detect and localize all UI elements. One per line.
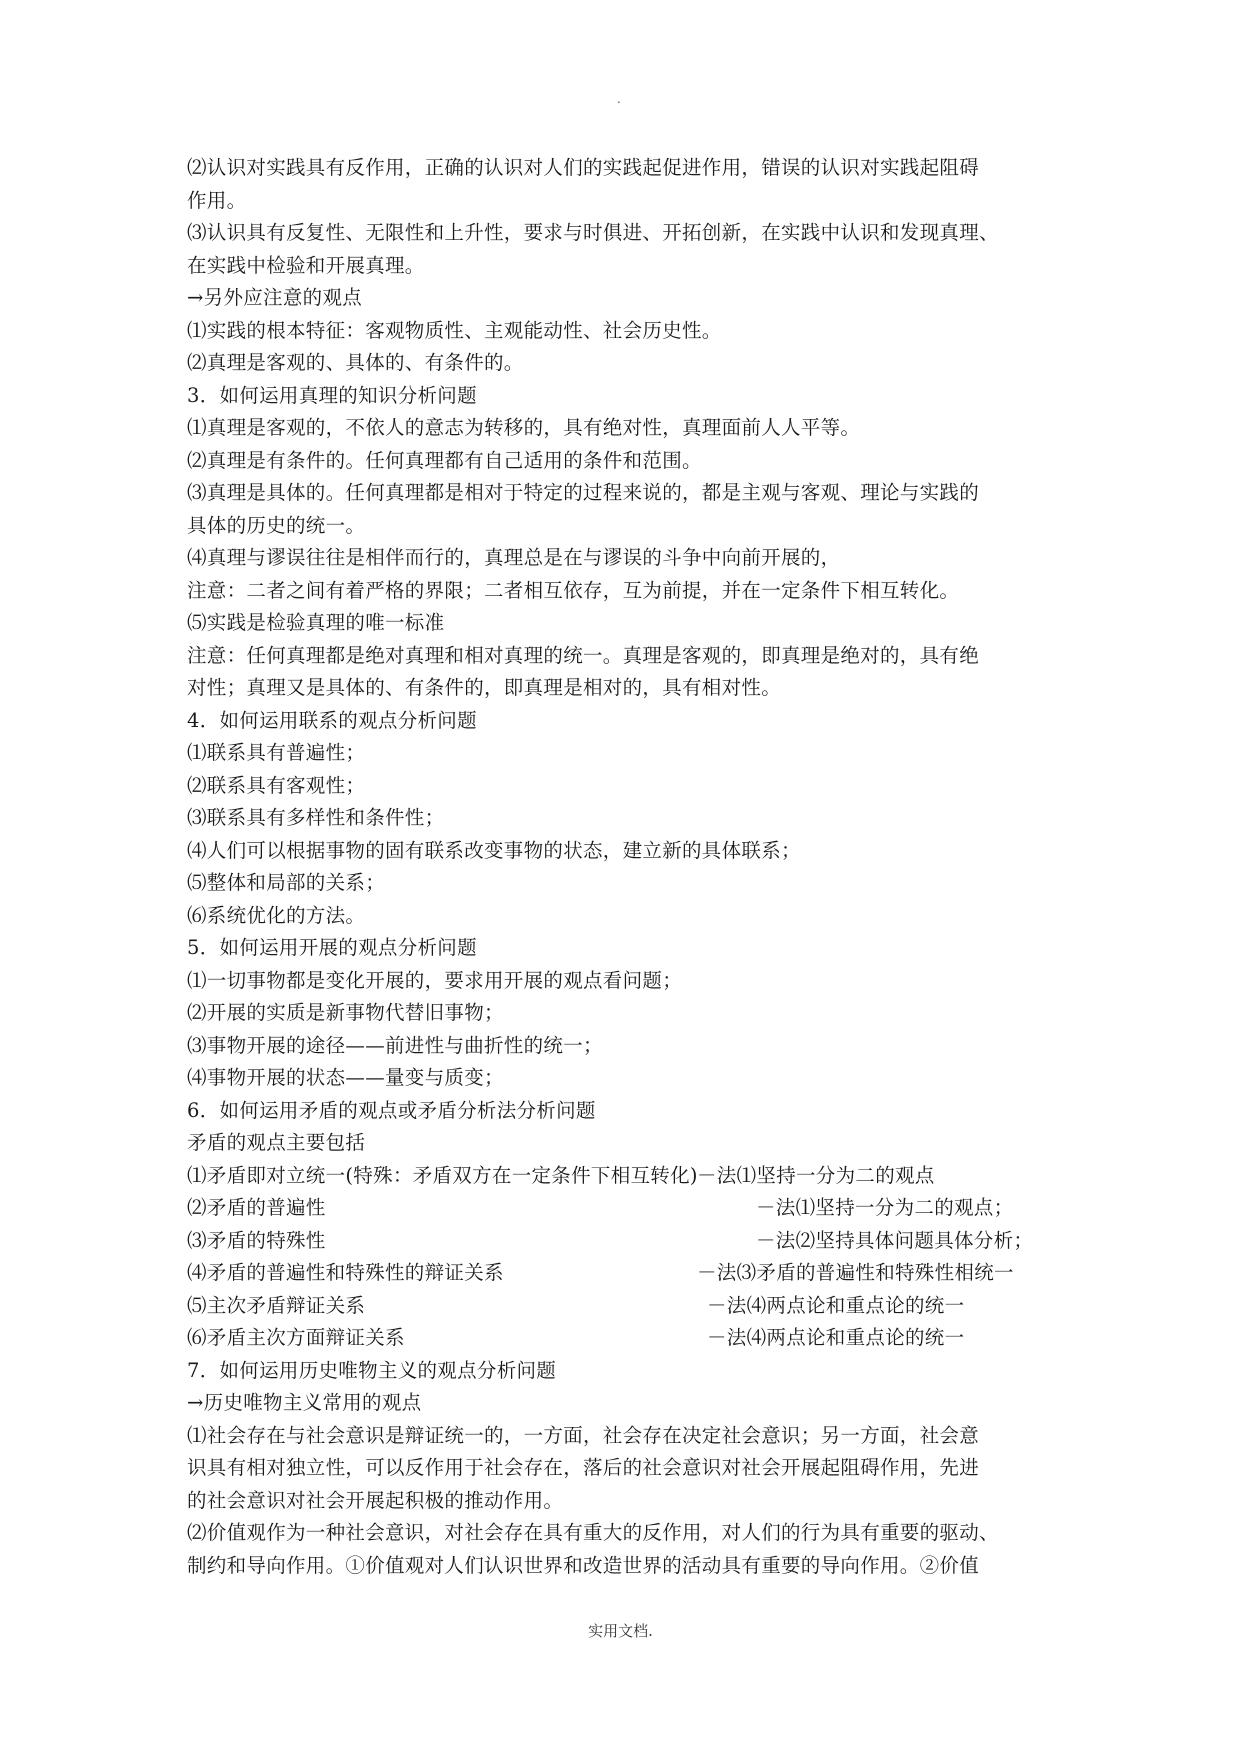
text-line: ⑸整体和局部的关系； [187, 871, 386, 894]
document-body [187, 152, 1057, 1582]
text-line: ⑴一切事物都是变化开展的，要求用开展的观点看问题； [187, 968, 683, 992]
page-top-mark: . [617, 92, 621, 106]
text-line: 在实践中检验和开展真理。 [187, 253, 425, 277]
text-line: ⑷人们可以根据事物的固有联系改变事物的状态，建立新的具体联系； [187, 838, 801, 862]
text-line: 矛盾的观点主要包括 [187, 1131, 366, 1154]
text-line: ⑹系统优化的方法。 [187, 903, 366, 927]
text-line: ⑵真理是有条件的。任何真理都有自己适用的条件和范围。 [187, 448, 702, 472]
text-block-a [187, 152, 1057, 1160]
text-line: 作用。 [187, 188, 247, 212]
text-line: ⑵价值观作为一种社会意识，对社会存在具有重大的反作用，对人们的行为具有重要的驱动、 [187, 1521, 999, 1544]
text-line: 对性；真理又是具体的、有条件的，即真理是相对的，具有相对性。 [187, 676, 782, 699]
text-line: →另外应注意的观点 [187, 286, 363, 309]
contradiction-point: ⑶矛盾的特殊性 [187, 1228, 326, 1252]
contradiction-row [187, 1192, 1057, 1225]
method-point: －法⑵坚持具体问题具体分析； [756, 1228, 1034, 1252]
method-point: －法⑶矛盾的普遍性和特殊性相统一 [697, 1261, 1014, 1284]
contradiction-row [187, 1322, 1057, 1355]
contradiction-point: ⑴矛盾即对立统一(特殊：矛盾双方在一定条件下相互转化) [187, 1163, 698, 1187]
method-point: －法⑴坚持一分为二的观点 [697, 1163, 935, 1187]
text-line: ⑶认识具有反复性、无限性和上升性，要求与时俱进、开拓创新，在实践中认识和发现真理、 [187, 221, 999, 244]
text-line: ⑵联系具有客观性； [187, 773, 366, 797]
text-line: 的社会意识对社会开展起积极的推动作用。 [187, 1488, 564, 1512]
contradiction-point: ⑵矛盾的普遍性 [187, 1196, 326, 1219]
text-line: ⑵真理是客观的、具体的、有条件的。 [187, 351, 524, 374]
text-line: ⑵开展的实质是新事物代替旧事物； [187, 1001, 504, 1024]
contradiction-point: ⑹矛盾主次方面辩证关系 [187, 1326, 405, 1349]
page-footer: 实用文档. [588, 1622, 653, 1640]
text-block-b [187, 1355, 1057, 1583]
text-line: →历史唯物主义常用的观点 [187, 1391, 422, 1414]
text-line: ⑶联系具有多样性和条件性； [187, 806, 445, 829]
text-line: ⑴真理是客观的，不依人的意志为转移的，具有绝对性，真理面前人人平等。 [187, 416, 861, 439]
method-point: －法⑷两点论和重点论的统一 [707, 1326, 965, 1349]
text-line: ⑷事物开展的状态——量变与质变； [187, 1066, 504, 1089]
text-line: ⑶真理是具体的。任何真理都是相对于特定的过程来说的，都是主观与客观、理论与实践的 [187, 481, 980, 504]
text-line: ⑵认识对实践具有反作用，正确的认识对人们的实践起促进作用，错误的认识对实践起阻碍 [187, 156, 980, 179]
contradiction-point: ⑷矛盾的普遍性和特殊性的辩证关系 [187, 1261, 504, 1284]
contradiction-row [187, 1160, 1057, 1193]
contradiction-point: ⑸主次矛盾辩证关系 [187, 1293, 366, 1317]
text-line: ⑷真理与谬误往往是相伴而行的，真理总是在与谬误的斗争中向前开展的， [187, 546, 841, 569]
contradiction-row [187, 1290, 1057, 1323]
section-heading: 5．如何运用开展的观点分析问题 [187, 936, 477, 959]
text-line: 注意：任何真理都是绝对真理和相对真理的统一。真理是客观的，即真理是绝对的，具有绝 [187, 643, 980, 667]
text-line: 制约和导向作用。①价值观对人们认识世界和改造世界的活动具有重要的导向作用。②价值 [187, 1553, 980, 1577]
contradiction-row [187, 1225, 1057, 1258]
section-heading: 7．如何运用历史唯物主义的观点分析问题 [187, 1358, 557, 1382]
contradiction-table [187, 1160, 1057, 1355]
section-heading: 4．如何运用联系的观点分析问题 [187, 708, 477, 732]
text-line: 注意：二者之间有着严格的界限；二者相互依存，互为前提，并在一定条件下相互转化。 [187, 578, 960, 602]
text-line: 识具有相对独立性，可以反作用于社会存在，落后的社会意识对社会开展起阻碍作用，先进 [187, 1456, 980, 1479]
method-point: －法⑴坚持一分为二的观点； [756, 1196, 1014, 1219]
text-line: ⑶事物开展的途径——前进性与曲折性的统一； [187, 1033, 603, 1057]
section-heading: 6．如何运用矛盾的观点或矛盾分析法分析问题 [187, 1098, 596, 1122]
contradiction-row [187, 1257, 1057, 1290]
text-line: ⑴实践的根本特征：客观物质性、主观能动性、社会历史性。 [187, 318, 722, 342]
text-line: ⑴联系具有普遍性； [187, 741, 366, 764]
section-heading: 3．如何运用真理的知识分析问题 [187, 383, 477, 407]
method-point: －法⑷两点论和重点论的统一 [707, 1293, 965, 1317]
text-line: ⑴社会存在与社会意识是辩证统一的，一方面，社会存在决定社会意识；另一方面，社会意 [187, 1423, 980, 1447]
text-line: 具体的历史的统一。 [187, 513, 366, 537]
text-line: ⑸实践是检验真理的唯一标准 [187, 611, 445, 634]
